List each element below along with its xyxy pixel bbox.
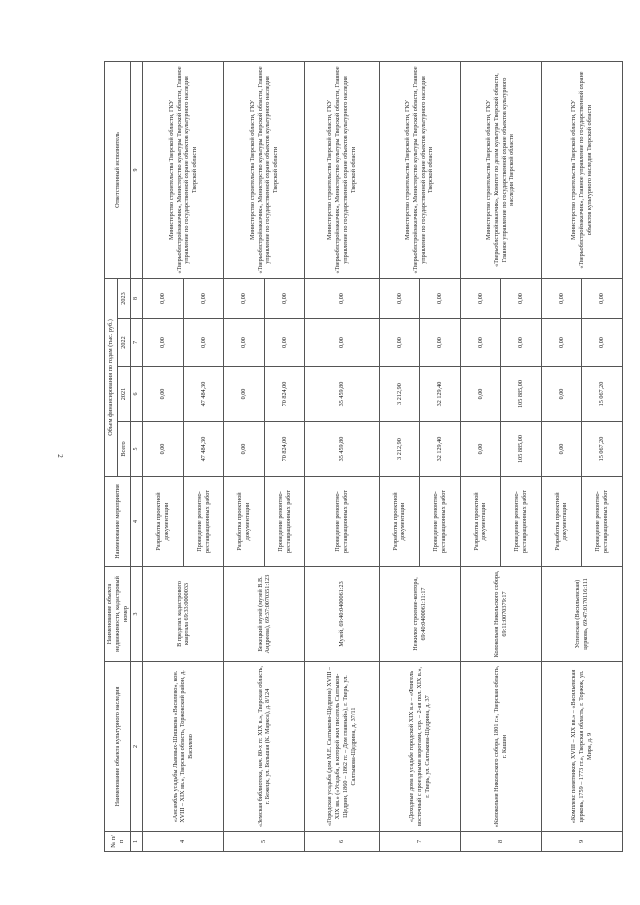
y2022: 0,00 [305,319,379,367]
activity: Разработка проектной документации [379,477,420,567]
object-name: «Городская усадьба (дом М.Е. Салтыкова-Щедрина) XVIII – XIX вв.» («Усадьба, в которой жил писатель Салтыков-Щедрин, 1860 – 1862 гг. – Дом главный»), г. Тверь, ул. Салтыкова-Щедрина, д. 37/11 [305,662,379,832]
y2022: 0,00 [541,319,582,367]
y2023: 0,00 [420,279,461,319]
header-num: № п/п [105,832,131,852]
total: 3 212,90 [379,422,420,477]
col-index: 2 [131,662,143,832]
row-num: 5 [224,832,305,852]
property-name: Бежецкий музей (музей В.В. Андреева), 69:37:0070351:123 [224,567,305,662]
y2021: 0,00 [143,367,184,422]
property-name: В пределах кадастрового квартала 69:33:0000033 [143,567,224,662]
total: 70 824,00 [264,422,305,477]
y2021: 0,00 [224,367,265,422]
activity: Проведение ремонтно-реставрационных работ [582,477,623,567]
y2023: 0,00 [379,279,420,319]
y2021: 15 067,20 [582,367,623,422]
rotated-page [104,62,618,852]
col-index: 4 [131,477,143,567]
y2023: 0,00 [264,279,305,319]
executor: Министерство строительства Тверской области, ГКУ «Тверьоблстройзаказчик», Комитет по делам культуры Тверской области, Главное управление по государственной охране объектов культурного наследия Тверской области [460,62,541,279]
activity: Разработка проектной документации [224,477,265,567]
row-num: 8 [460,832,541,852]
col-index: 3 [131,567,143,662]
row-num: 7 [379,832,460,852]
col-index: 5 [131,422,143,477]
executor: Министерство строительства Тверской области, ГКУ «Тверьоблстройзаказчик», Министерство культуры Тверской области, Главное управление по государственной охране объектов культурного наследия Тверской области [224,62,305,279]
y2023: 0,00 [143,279,184,319]
y2023: 0,00 [460,279,501,319]
total: 15 067,20 [582,422,623,477]
total: 105 885,00 [501,422,542,477]
object-name: «Комплекс памятников, XVIII – XIX вв.» – «Васильевская церковь, 1759 – 1773 гг.», Тверская область, г. Торжок, ул. Мира, д. 9 [541,662,622,832]
y2023: 0,00 [541,279,582,319]
y2021: 35 459,80 [305,367,379,422]
total: 32 129,40 [420,422,461,477]
property-name: Музей, 69:40:0400061:23 [305,567,379,662]
activity: Проведение ремонтно-реставрационных работ [305,477,379,567]
object-name: «Колокольня Никольского собора, 1801 г.», Тверская область, г. Кашин [460,662,541,832]
executor: Министерство строительства Тверской области, ГКУ «Тверьоблстройзаказчик», Министерство культуры Тверской области, Главное управление по государственной охране объектов культурного наследия Тверской области [143,62,224,279]
header-2021: 2021 [118,367,131,422]
header-property-name: Наименование объекта недвижимости, кадастровый номер [105,567,131,662]
y2022: 0,00 [582,319,623,367]
page-number: 2 [55,454,64,458]
activity: Разработка проектной документации [460,477,501,567]
activity: Разработка проектной документации [541,477,582,567]
header-executor: Ответственный исполнитель [105,62,131,279]
y2023: 0,00 [501,279,542,319]
activity: Разработка проектной документации [143,477,184,567]
y2023: 0,00 [305,279,379,319]
y2022: 0,00 [460,319,501,367]
y2022: 0,00 [501,319,542,367]
y2022: 0,00 [264,319,305,367]
activity: Проведение ремонтно-реставрационных работ [501,477,542,567]
y2023: 0,00 [582,279,623,319]
col-index: 1 [131,832,143,852]
col-index: 7 [131,319,143,367]
total: 0,00 [541,422,582,477]
table-row [143,62,184,852]
col-index: 9 [131,62,143,279]
y2021: 70 824,00 [264,367,305,422]
property-name: Нежилое строение-контора, 69:40:0400061:11:17 [379,567,460,662]
col-index: 6 [131,367,143,422]
y2022: 0,00 [143,319,184,367]
activity: Проведение ремонтно-реставрационных работ [183,477,224,567]
total: 0,00 [460,422,501,477]
y2021: 105 885,00 [501,367,542,422]
y2021: 0,00 [460,367,501,422]
heritage-funding-table [104,61,623,852]
header-object-name: Наименование объекта культурного наследия [105,662,131,832]
y2021: 47 484,30 [183,367,224,422]
activity: Проведение ремонтно-реставрационных работ [264,477,305,567]
header-activity: Наименование мероприятия [105,477,131,567]
executor: Министерство строительства Тверской области, ГКУ «Тверьоблстройзаказчик», Министерство культуры Тверской области, Главное управление по государственной охране объектов культурного наследия Тверской области [379,62,460,279]
y2022: 0,00 [420,319,461,367]
table-row [541,62,582,852]
object-name: «Ансамбль усадьбы Львовых-Шишкова «Василево», кон. XVIII – XIX вв.», Тверская область, Торжокский район, д. Василево [143,662,224,832]
col-index: 8 [131,279,143,319]
table-row [460,62,501,852]
executor: Министерство строительства Тверской области, ГКУ «Тверьоблстройзаказчик», Главное управление по государственной охране объектов культурного наследия Тверской области [541,62,622,279]
total: 35 459,80 [305,422,379,477]
table-row [224,62,265,852]
row-num: 6 [305,832,379,852]
y2023: 0,00 [224,279,265,319]
y2023: 0,00 [183,279,224,319]
total: 47 484,30 [183,422,224,477]
total: 0,00 [143,422,184,477]
object-name: «Доходные дома в усадьбе городской XIX в.» – «Флигель восточный с проездными воротами, сер. – 2-ая пол. XIX в.», г. Тверь, ул. Салтыкова-Щедрина, д. 37 [379,662,460,832]
row-num: 9 [541,832,622,852]
y2022: 0,00 [379,319,420,367]
y2021: 0,00 [541,367,582,422]
y2021: 32 129,40 [420,367,461,422]
table-row [379,62,420,852]
header-funding: Объем финансирования по годам (тыс. руб.) [105,279,118,477]
row-num: 4 [143,832,224,852]
property-name: Успенская (Васильевская) церковь, 69:47:0170116:111 [541,567,622,662]
property-name: Колокольня Никольского собора, 69:11:0070379:17 [460,567,541,662]
header-2023: 2023 [118,279,131,319]
y2021: 3 212,90 [379,367,420,422]
header-total: Всего [118,422,131,477]
column-index-row [131,62,143,852]
y2022: 0,00 [183,319,224,367]
total: 0,00 [224,422,265,477]
object-name: «Земская библиотека, нач. 80-х гг. XIX в.», Тверская область, г. Бежецк, ул. Большая (К. Маркса), д. 8/124 [224,662,305,832]
header-row [105,62,118,852]
header-2022: 2022 [118,319,131,367]
executor: Министерство строительства Тверской области, ГКУ «Тверьоблстройзаказчик», Министерство культуры Тверской области, Главное управление по государственной охране объектов культурного наследия Тверской области [305,62,379,279]
table-row [305,62,379,852]
y2022: 0,00 [224,319,265,367]
activity: Проведение ремонтно-реставрационных работ [420,477,461,567]
